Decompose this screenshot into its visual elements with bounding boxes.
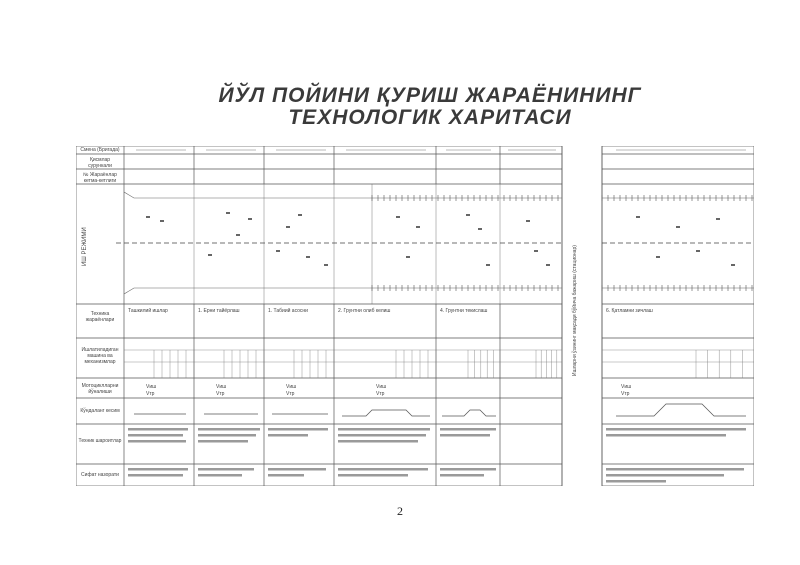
scheme-mark [160,220,164,222]
scheme-mark [306,256,310,258]
scheme-mark [396,216,400,218]
blurred-text [606,428,746,431]
scheme-label: ИШ РЕЖИМИ [82,227,88,266]
row-label-quality: Сифат назорати [81,472,119,478]
blurred-text [268,468,326,471]
scheme-mark [546,264,550,266]
page-number: 2 [397,504,403,518]
scheme-mark [298,214,302,216]
blurred-text [606,474,724,477]
blurred-text [440,468,496,471]
scheme-mark [248,218,252,220]
blurred-text [338,468,428,471]
column-note-5: 6. Қатламни зичлаш [606,308,653,314]
scheme-mark [478,228,482,230]
blurred-text [440,474,484,477]
blurred-text [128,434,183,437]
scheme-mark [526,220,530,222]
column-note-2: 1. Табиий асосни [268,308,308,314]
scheme-mark [226,212,230,214]
blurred-text [128,474,183,477]
scheme-mark [534,250,538,252]
scheme-mark [716,218,720,220]
divider-label: Ишларни ўзининг мақсади бўйича бажариш (стационар) [572,245,578,376]
table-grid [76,146,754,486]
scheme-mark [286,226,290,228]
blurred-text [198,428,260,431]
row-label-machines: Ишлатиладиган машина ва механизмлар [81,347,119,365]
column-note-3: 2. Грунтни олиб келиш [338,308,391,314]
blurred-text [606,480,666,483]
scheme-mark [416,226,420,228]
blurred-text [338,434,426,437]
row-label-cross-section: Кўндаланг кесим [80,408,120,414]
blurred-text [268,434,308,437]
scheme-mark [676,226,680,228]
speed-work-label-5: Vиш [621,384,632,390]
column-note-1: 1. Ерни тайёрлаш [198,308,240,314]
speed-work-label-3: Vиш [286,384,297,390]
blurred-text [268,474,304,477]
blurred-text [338,474,408,477]
row-label-directions: Мотоциклларни йўналиши [81,383,119,395]
blurred-text [440,428,496,431]
blurred-text [338,428,430,431]
header-shift-label: Смена (Бригада) [80,147,120,153]
document-title-line2: ТЕХНОЛОГИК ХАРИТАСИ [288,106,572,129]
blurred-text [440,434,490,437]
scheme-mark [486,264,490,266]
speed-transport-label-5: Vтр [621,391,630,397]
speed-transport-label-3: Vтр [286,391,295,397]
blurred-text [268,428,328,431]
speed-transport-label-2: Vтр [216,391,225,397]
scheme-mark [406,256,410,258]
scheme-mark [324,264,328,266]
speed-transport-label-1: Vтр [146,391,155,397]
column-note-0: Ташкилий ишлар [128,308,168,314]
blurred-text [198,474,242,477]
blurred-text [128,428,188,431]
scheme-mark [276,250,280,252]
scheme-mark [696,250,700,252]
technological-map-table [76,146,754,486]
scheme-mark [236,234,240,236]
blurred-text [198,434,256,437]
scheme-mark [656,256,660,258]
blurred-text [198,440,248,443]
blurred-text [338,440,418,443]
scheme-mark [636,216,640,218]
blurred-text [606,468,744,471]
header-parts-label: Қисмлар сурункали [88,157,112,169]
speed-work-label-2: Vиш [216,384,227,390]
speed-work-label-4: Vиш [376,384,387,390]
speed-transport-label-4: Vтр [376,391,385,397]
blurred-text [128,440,186,443]
document-title-line1: ЙЎЛ ПОЙИНИ ҚУРИШ ЖАРАЁНИНИНГ [218,84,642,107]
header-sequence-label: № Жараёнлар кетма-кетлиги [83,172,117,184]
blurred-text [198,468,254,471]
row-label-processes: Техника жараёнлари [85,311,115,323]
scheme-mark [146,216,150,218]
row-label-conditions: Техник шароитлар [78,438,122,444]
speed-work-label-1: Vиш [146,384,157,390]
column-note-4: 4. Грунтни текислаш [440,308,488,314]
scheme-mark [208,254,212,256]
scheme-mark [731,264,735,266]
blurred-text [128,468,188,471]
scheme-mark [466,214,470,216]
blurred-text [606,434,726,437]
